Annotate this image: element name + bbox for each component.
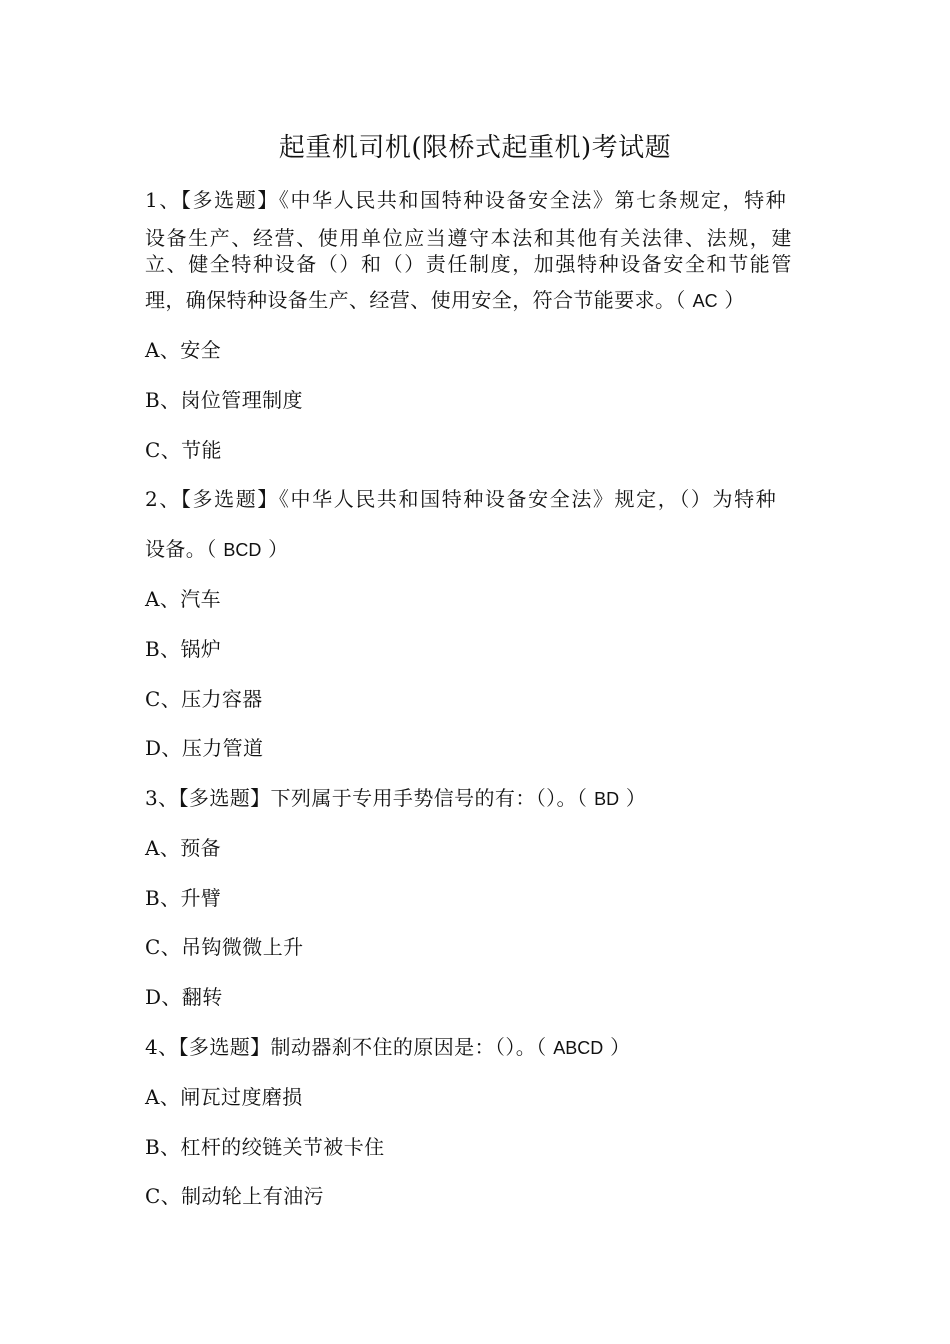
question-4-answer-close: ） <box>610 1035 631 1059</box>
question-4-line-1 <box>145 1033 630 1062</box>
question-1-option-c: C、节能 <box>145 438 222 462</box>
question-4-option-c: C、制动轮上有油污 <box>145 1184 324 1208</box>
question-3-option-d: D、翻转 <box>145 985 223 1009</box>
question-2-line-2 <box>145 535 289 564</box>
question-2-line-2-text: 设备。（ <box>145 537 217 561</box>
question-3-answer: BD <box>594 789 620 809</box>
page-title: 起重机司机(限桥式起重机)考试题 <box>278 133 672 163</box>
question-3-option-a: A、预备 <box>145 836 222 860</box>
question-2-option-d: D、压力管道 <box>145 736 264 760</box>
question-3-option-b: B、升臂 <box>145 886 222 910</box>
question-2-option-b: B、锅炉 <box>145 637 222 661</box>
question-1-line-3: 立、健全特种设备（）和（）责任制度，加强特种设备安全和节能管 <box>145 252 793 276</box>
question-3-answer-close: ） <box>625 786 647 810</box>
question-2-line-1: 2、【多选题】《中华人民共和国特种设备安全法》规定，（）为特种 <box>145 487 778 511</box>
question-4-option-a: A、闸瓦过度磨损 <box>145 1085 303 1109</box>
question-1-answer: AC <box>692 291 718 311</box>
question-4-line-1-text: 4、【多选题】制动器刹不住的原因是：（）。（ <box>145 1035 547 1059</box>
question-3-line-1 <box>145 784 646 813</box>
question-1-line-4-text: 理，确保特种设备生产、经营、使用安全，符合节能要求。（ <box>145 288 686 312</box>
question-3-line-1-text: 3、【多选题】下列属于专用手势信号的有：（）。（ <box>145 786 588 810</box>
question-1-option-b: B、岗位管理制度 <box>145 388 303 412</box>
question-2-answer: BCD <box>223 540 262 560</box>
question-1-option-a: A、安全 <box>145 338 222 362</box>
question-1-line-2: 设备生产、经营、使用单位应当遵守本法和其他有关法律、法规，建 <box>145 226 793 250</box>
question-1-line-4 <box>145 286 745 315</box>
question-1-line-1: 1、【多选题】《中华人民共和国特种设备安全法》第七条规定，特种 <box>145 188 788 212</box>
question-2-option-c: C、压力容器 <box>145 687 263 711</box>
question-2-option-a: A、汽车 <box>145 587 222 611</box>
question-2-answer-close: ） <box>268 537 289 561</box>
question-4-option-b: B、杠杆的绞链关节被卡住 <box>145 1135 385 1159</box>
question-1-answer-close: ） <box>724 288 745 312</box>
question-4-answer: ABCD <box>553 1038 604 1058</box>
question-3-option-c: C、吊钩微微上升 <box>145 935 304 959</box>
